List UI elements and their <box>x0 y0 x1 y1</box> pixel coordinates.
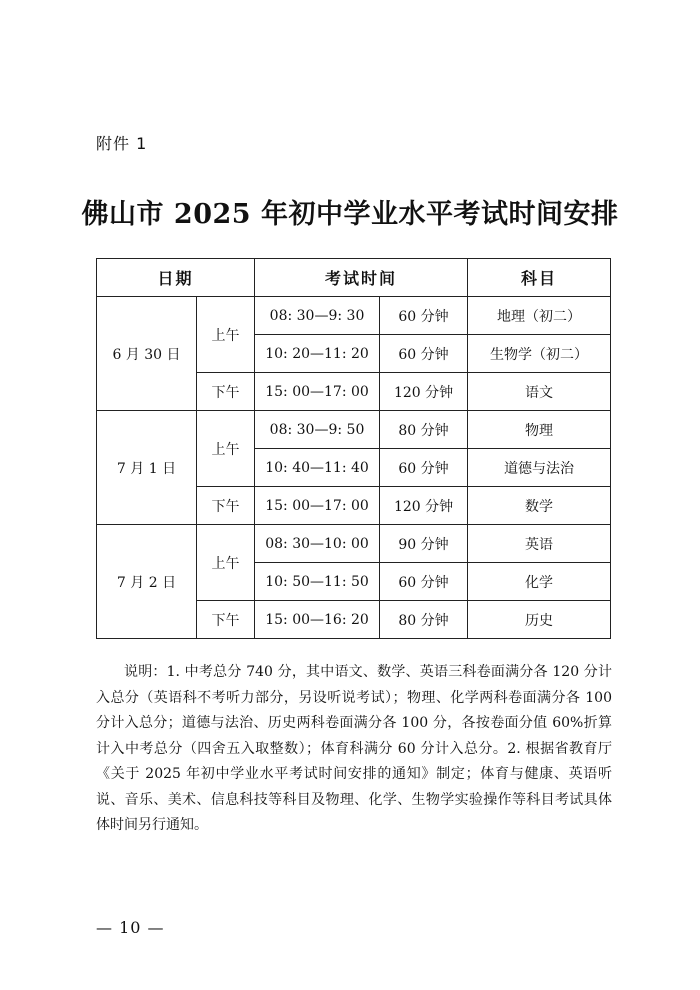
date-cell: 7 月 1 日 <box>97 411 197 525</box>
subject-cell: 生物学（初二） <box>468 335 611 373</box>
time-cell: 08: 30—9: 50 <box>255 411 380 449</box>
period-cell-afternoon: 下午 <box>197 373 255 411</box>
time-cell: 08: 30—9: 30 <box>255 297 380 335</box>
duration-cell: 120 分钟 <box>380 487 468 525</box>
duration-cell: 120 分钟 <box>380 373 468 411</box>
subject-cell: 地理（初二） <box>468 297 611 335</box>
period-cell-morning: 上午 <box>197 525 255 601</box>
subject-cell: 语文 <box>468 373 611 411</box>
period-cell-afternoon: 下午 <box>197 487 255 525</box>
subject-cell: 英语 <box>468 525 611 563</box>
page-title: 佛山市 2025 年初中学业水平考试时间安排 <box>81 199 619 230</box>
duration-cell: 60 分钟 <box>380 449 468 487</box>
time-cell: 10: 40—11: 40 <box>255 449 380 487</box>
time-cell: 15: 00—17: 00 <box>255 487 380 525</box>
duration-cell: 90 分钟 <box>380 525 468 563</box>
subject-cell: 数学 <box>468 487 611 525</box>
exam-schedule-table <box>96 258 611 639</box>
period-cell-morning: 上午 <box>197 297 255 373</box>
subject-cell: 物理 <box>468 411 611 449</box>
period-cell-afternoon: 下午 <box>197 601 255 639</box>
date-cell: 6 月 30 日 <box>97 297 197 411</box>
attachment-label: 附件 1 <box>96 134 148 153</box>
duration-cell: 60 分钟 <box>380 297 468 335</box>
table-row <box>97 411 611 449</box>
page-number: — 10 — <box>96 918 165 937</box>
date-cell: 7 月 2 日 <box>97 525 197 639</box>
subject-cell: 道德与法治 <box>468 449 611 487</box>
time-cell: 10: 20—11: 20 <box>255 335 380 373</box>
duration-cell: 60 分钟 <box>380 335 468 373</box>
column-header-time: 考试时间 <box>255 259 468 297</box>
subject-cell: 历史 <box>468 601 611 639</box>
time-cell: 08: 30—10: 00 <box>255 525 380 563</box>
time-cell: 15: 00—16: 20 <box>255 601 380 639</box>
duration-cell: 80 分钟 <box>380 601 468 639</box>
duration-cell: 60 分钟 <box>380 563 468 601</box>
subject-cell: 化学 <box>468 563 611 601</box>
column-header-subject: 科目 <box>468 259 611 297</box>
duration-cell: 80 分钟 <box>380 411 468 449</box>
column-header-date: 日期 <box>97 259 255 297</box>
time-cell: 15: 00—17: 00 <box>255 373 380 411</box>
period-cell-morning: 上午 <box>197 411 255 487</box>
table-header-row <box>97 259 611 297</box>
table-row <box>97 525 611 563</box>
time-cell: 10: 50—11: 50 <box>255 563 380 601</box>
table-row <box>97 297 611 335</box>
explanatory-notes: 说明：1. 中考总分 740 分，其中语文、数学、英语三科卷面满分各 120 分计入总分（英语科不考听力部分，另设听说考试）；物理、化学两科卷面满分各 100 分计入总分；道德与法治、历史两科卷面满分各 100 分，各按卷面分值 60%折算计入中考总分（四舍五入取整数）；体育科满分 60 分计入总分。2. 根据省教育厅《关于 2025 年初中学业水平考试时间安排的通知》制定；体育与健康、英语听说、音乐、美术、信息科技等科目及物理、化学、生物学实验操作等科目考试具体体时间另行通知。 <box>96 664 612 833</box>
